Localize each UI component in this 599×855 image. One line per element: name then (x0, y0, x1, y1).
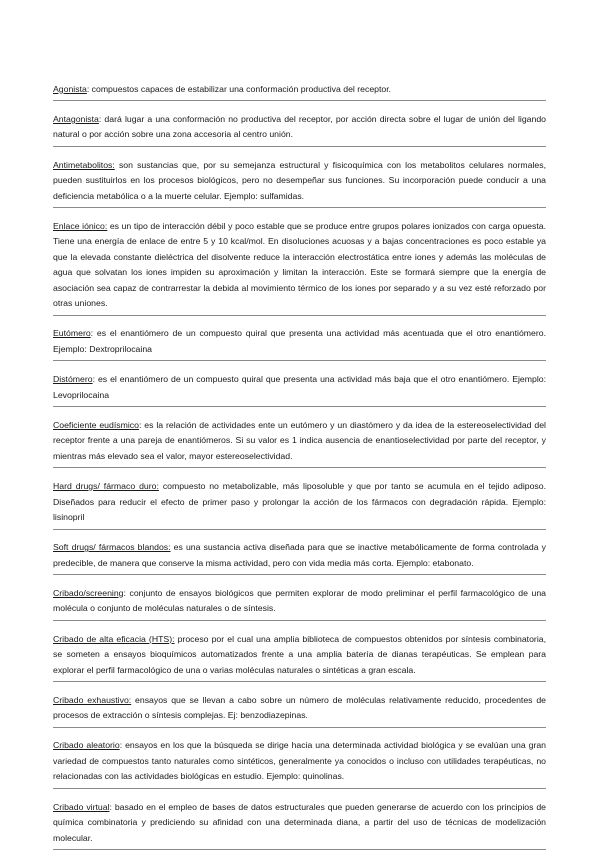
glossary-definition: son sustancias que, por su semejanza estructural y fisicoquímica con los metabolitos celulares normales, pueden sustituirlos en los procesos biológicos, pero no desempeñar sus funciones. Su incorporación puede conducir a una deficiencia metabólica o a la muerte celular. Ejemplo: sulfamidas. (53, 159, 546, 201)
glossary-entry-hard-drugs (53, 477, 546, 530)
glossary-term: Distómero (53, 374, 93, 385)
glossary-definition: proceso por el cual una amplia biblioteca de compuestos obtenidos por síntesis combinatoria, se someten a ensayos bioquímicos automatizados frente a una amplia batería de dianas terapéuticas. Se emplean para explorar el perfil farmacológico de una o varias moléculas naturales o sintéticas a gran escala. (53, 633, 546, 675)
glossary-term: Soft drugs/ fármacos blandos: (53, 542, 171, 553)
term-separator: : (119, 740, 123, 751)
glossary-entry-distomero (53, 370, 546, 407)
glossary-definition: es una sustancia activa diseñada para que se inactive metabólicamente de forma controlada y predecible, de manera que conserve la misma actividad, pero con vida media más corta. Ejemplo: etabonato. (53, 542, 546, 568)
glossary-term: Hard drugs/ fármaco duro: (53, 481, 159, 491)
glossary-term: Cribado exhaustivo: (53, 694, 132, 705)
glossary-term: Coeficiente eudísmico (53, 419, 139, 430)
term-separator: : (98, 113, 102, 124)
glossary-entry-enlace-ionico (53, 217, 546, 316)
glossary-entry-agonista (53, 80, 546, 102)
glossary-entry-soft-drugs (53, 538, 546, 575)
glossary-term: Cribado/screening (53, 587, 124, 598)
glossary-definition: conjunto de ensayos biológicos que permiten explorar de modo preliminar el perfil farmacológico de una molécula o conjunto de moléculas naturales o de síntesis. (53, 587, 546, 614)
glossary-definition: basado en el empleo de bases de datos estructurales que pueden generarse de acuerdo con los principios de química combinatoria y prediciendo su afinidad con una determinada diana, a partir del uso de técnicas de modelización molecular. (53, 801, 546, 843)
glossary-entry-coeficiente-eudismico (53, 416, 546, 469)
glossary-entry-eutomero (53, 324, 546, 361)
term-separator: : (138, 419, 142, 430)
term-separator: : (109, 801, 112, 812)
glossary-term: Cribado de alta eficacia (HTS): (53, 633, 175, 644)
glossary-term: Antagonista (53, 113, 99, 124)
glossary-entry-cribado-screening (53, 584, 546, 621)
glossary-definition: compuestos capaces de estabilizar una conformación productiva del receptor. (89, 83, 392, 94)
glossary-term: Agonista (53, 83, 87, 94)
glossary (53, 71, 546, 855)
term-separator: : (92, 374, 96, 385)
glossary-definition: es el enantiómero de un compuesto quiral que presenta una actividad más baja que el otro enantiómero. Ejemplo: Levoprilocaina (53, 374, 546, 400)
glossary-entry-cribado-hts (53, 630, 546, 683)
glossary-entry-cribado-exhaustivo (53, 691, 546, 728)
glossary-entry-antimetabolitos (53, 156, 546, 209)
glossary-term: Cribado virtual (53, 801, 110, 812)
term-separator: : (123, 587, 126, 598)
glossary-entry-cribado-aleatorio (53, 736, 546, 789)
glossary-definition: ensayos en los que la búsqueda se dirige hacia una determinada actividad biológica y se evalúan una gran variedad de compuestos tanto naturales como sintéticos, generalmente ya conocidos o incluso con utilidades terapéuticas, no relacionadas con las actividades biológicas en estudio. Ejemplo: quinolinas. (53, 740, 547, 782)
glossary-term: Eutómero (53, 328, 91, 339)
glossary-definition: ensayos que se llevan a cabo sobre un número de moléculas relativamente reducido, procedentes de procesos de extracción o síntesis complejas. Ej: benzodiazepinas. (53, 694, 546, 721)
glossary-entry-cribado-virtual (53, 798, 546, 851)
glossary-entry-antagonista (53, 110, 546, 147)
glossary-definition: es la relación de actividades ente un eutómero y un diastómero y da idea de la estereoselectividad del receptor frente a una pareja de enantiómeros. Si su valor es 1 indica ausencia de enantioselectividad por parte del receptor, y mientras más elevado sea el valor, mayor estereoselectividad. (53, 419, 546, 461)
glossary-definition: dará lugar a una conformación no productiva del receptor, por acción directa sobre el lugar de unión del ligando natural o por acción sobre una zona accesoria al centro unión. (53, 113, 546, 140)
glossary-term: Antimetabolitos: (53, 159, 115, 170)
glossary-definition: es un tipo de interacción débil y poco estable que se produce entre grupos polares ionizados con carga opuesta. Tiene una energía de enlace de entre 5 y 10 kcal/mol. En disoluciones acuosas y a bajas concentraciones es poco estable ya que la elevada constante dieléctrica del disolvente reduce la interacción electrostática entre iones y además las moléculas de agua que solvatan los iones impiden su aproximación y limitan la interacción. Este se formará siempre que la energía de asociación sea capaz de contrarrestar la debida al movimiento térmico de los iones por separado y a su vez esté reforzado por otras uniones. (53, 220, 546, 309)
glossary-term: Cribado aleatorio (53, 740, 120, 751)
term-separator: : (90, 328, 94, 339)
glossary-definition: compuesto no metabolizable, más liposoluble y que por tanto se acumula en el tejido adiposo. Diseñados para reducir el efecto de primer paso y prolongar la acción de los fármacos con degradación rápida. Ejemplo: lisinopril (53, 481, 546, 522)
glossary-term: Enlace iónico: (53, 220, 108, 231)
glossary-definition: es el enantiómero de un compuesto quiral que presenta una actividad más acentuada que el otro enantiómero. Ejemplo: Dextroprilocaina (53, 328, 546, 354)
term-separator: : (86, 83, 90, 94)
